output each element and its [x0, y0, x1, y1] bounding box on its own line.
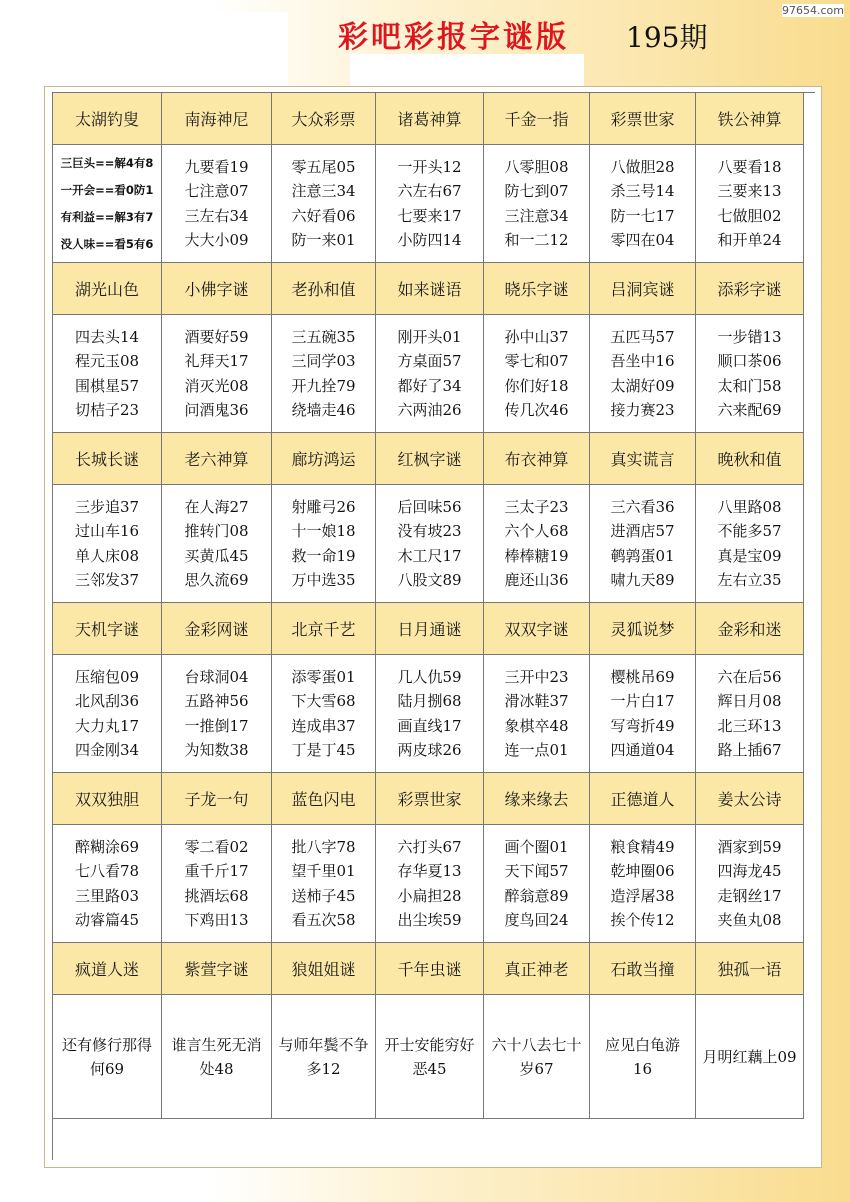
- prediction-cell: [590, 315, 696, 433]
- prediction-lines: [610, 665, 674, 763]
- prediction-cell: [162, 145, 272, 263]
- prediction-cell: [53, 825, 162, 943]
- prediction-line: 七做胆02: [717, 206, 782, 225]
- column-header: 大众彩票: [272, 93, 376, 145]
- prediction-cell: [484, 825, 590, 943]
- column-header: 老六神算: [162, 433, 272, 485]
- column-header: 姜太公诗: [696, 773, 804, 825]
- prediction-line: 下大雪68: [291, 692, 356, 710]
- prediction-line: 顺口茶06: [717, 352, 782, 370]
- prediction-line: 三邻发37: [74, 571, 140, 589]
- prediction-line: 绕墙走46: [291, 401, 356, 419]
- prediction-line: 三步追37: [74, 497, 140, 516]
- prediction-cell: [696, 655, 804, 773]
- prediction-line: 北风刮36: [74, 692, 140, 710]
- prediction-cell: [53, 655, 162, 773]
- prediction-line: 批八字78: [291, 837, 356, 856]
- column-header: 千年虫谜: [376, 943, 484, 995]
- column-header: 蓝色闪电: [272, 773, 376, 825]
- prediction-line: 添零蛋01: [291, 667, 356, 686]
- prediction-cell: [696, 485, 804, 603]
- prediction-line: 后回味56: [397, 497, 462, 516]
- prediction-line: 和一二12: [504, 231, 569, 249]
- prediction-line: 接力赛23: [610, 401, 675, 419]
- prediction-lines: [75, 325, 139, 423]
- prediction-line: 万中选35: [291, 571, 356, 589]
- prediction-cell: [162, 825, 272, 943]
- column-header: 紫萱字谜: [162, 943, 272, 995]
- prediction-lines: [717, 835, 781, 933]
- column-header: 晚秋和值: [696, 433, 804, 485]
- prediction-line: 陆月捌68: [397, 692, 462, 710]
- prediction-line: 救一命19: [291, 546, 356, 565]
- prediction-cell: [484, 145, 590, 263]
- prediction-cell: [53, 145, 162, 263]
- prediction-cell: [590, 485, 696, 603]
- prediction-line: 重千斤17: [184, 862, 249, 880]
- prediction-line: 吾坐中16: [610, 352, 675, 370]
- prediction-cell: [696, 145, 804, 263]
- page-title: 彩吧彩报字谜版: [338, 20, 569, 55]
- prediction-line: 三巨头==解4有8: [60, 155, 154, 170]
- prediction-cell: [272, 995, 376, 1119]
- prediction-line: 孙中山37: [504, 327, 569, 346]
- prediction-lines: [75, 665, 139, 763]
- prediction-line: 酒要好59: [184, 327, 249, 346]
- prediction-line: 两皮球26: [397, 741, 462, 759]
- prediction-line: 七八看78: [74, 862, 140, 880]
- column-header: 如来谜语: [376, 263, 484, 315]
- prediction-lines: [184, 155, 248, 253]
- prediction-verse: 谁言生死无消处48: [171, 1035, 262, 1078]
- column-header: 老孙和值: [272, 263, 376, 315]
- prediction-line: 送柿子45: [291, 886, 356, 905]
- column-header: 真正神老: [484, 943, 590, 995]
- prediction-lines: [397, 665, 461, 763]
- prediction-cell: [590, 825, 696, 943]
- prediction-lines: [291, 665, 355, 763]
- prediction-line: 没人味==看5有6: [60, 236, 154, 251]
- prediction-line: 大力丸17: [74, 716, 140, 735]
- prediction-line: 传几次46: [504, 401, 569, 419]
- prediction-line: 三同学03: [291, 352, 356, 370]
- prediction-line: 乾坤圈06: [610, 862, 675, 880]
- prediction-line: 太湖好09: [610, 376, 675, 395]
- prediction-line: 造浮屠38: [610, 886, 675, 905]
- prediction-line: 四海龙45: [717, 862, 782, 880]
- prediction-lines: [75, 835, 139, 933]
- prediction-lines: [291, 325, 355, 423]
- prediction-line: 出尘埃59: [397, 911, 462, 929]
- prediction-line: 滑冰鞋37: [504, 692, 569, 710]
- prediction-lines: [184, 495, 248, 593]
- prediction-lines: [717, 155, 781, 253]
- prediction-lines: [610, 835, 674, 933]
- prediction-line: 三左右34: [184, 206, 249, 225]
- prediction-line: 五匹马57: [610, 327, 675, 346]
- prediction-lines: [504, 495, 568, 593]
- prediction-line: 射雕弓26: [291, 497, 356, 516]
- prediction-line: 台球洞04: [184, 667, 249, 686]
- column-header: 北京千艺: [272, 603, 376, 655]
- prediction-lines: [184, 325, 248, 423]
- prediction-line: 围棋星57: [74, 376, 140, 395]
- prediction-cell: [376, 995, 484, 1119]
- prediction-line: 方桌面57: [397, 352, 462, 370]
- header-blank-center: [350, 54, 584, 86]
- prediction-line: 六个人68: [504, 522, 569, 540]
- prediction-line: 六在后56: [717, 667, 782, 686]
- prediction-lines: [61, 150, 154, 258]
- prediction-lines: [397, 325, 461, 423]
- prediction-line: 一开会==看0防1: [60, 182, 154, 197]
- site-watermark: 97654.com: [782, 4, 844, 17]
- prediction-line: 一开头12: [397, 157, 462, 176]
- prediction-line: 三开中23: [504, 667, 569, 686]
- column-header: 彩票世家: [590, 93, 696, 145]
- prediction-line: 六打头67: [397, 837, 462, 856]
- prediction-line: 零七和07: [504, 352, 569, 370]
- prediction-line: 三里路03: [74, 886, 140, 905]
- prediction-cell: [376, 825, 484, 943]
- prediction-line: 刚开头01: [397, 327, 462, 346]
- prediction-cell: [376, 315, 484, 433]
- prediction-line: 大大小09: [184, 231, 249, 249]
- prediction-line: 醉糊涂69: [74, 837, 140, 856]
- prediction-line: 七要来17: [397, 206, 462, 225]
- column-header: 红枫字谜: [376, 433, 484, 485]
- prediction-line: 酒家到59: [717, 837, 782, 856]
- prediction-line: 问酒鬼36: [184, 401, 249, 419]
- prediction-line: 单人床08: [74, 546, 140, 565]
- prediction-line: 太和门58: [717, 376, 782, 395]
- column-header: 双双独胆: [53, 773, 162, 825]
- prediction-lines: [184, 665, 248, 763]
- prediction-line: 六左右67: [397, 182, 462, 200]
- prediction-line: 防一七17: [610, 206, 675, 225]
- column-header: 疯道人迷: [53, 943, 162, 995]
- prediction-cell: [484, 315, 590, 433]
- column-header: 诸葛神算: [376, 93, 484, 145]
- prediction-lines: [504, 155, 568, 253]
- prediction-line: 六两油26: [397, 401, 462, 419]
- prediction-line: 一步错13: [717, 327, 782, 346]
- prediction-line: 象棋卒48: [504, 716, 569, 735]
- prediction-line: 过山车16: [74, 522, 140, 540]
- prediction-line: 三要来13: [717, 182, 782, 200]
- prediction-cell: [162, 655, 272, 773]
- prediction-lines: [397, 835, 461, 933]
- prediction-line: 三六看36: [610, 497, 675, 516]
- column-header: 金彩和迷: [696, 603, 804, 655]
- prediction-line: 鹌鹑蛋01: [610, 546, 675, 565]
- prediction-line: 一推倒17: [184, 716, 249, 735]
- prediction-line: 看五次58: [291, 911, 356, 929]
- prediction-line: 十一娘18: [291, 522, 356, 540]
- prediction-cell: [272, 315, 376, 433]
- prediction-line: 程元玉08: [74, 352, 140, 370]
- prediction-cell: [162, 485, 272, 603]
- prediction-lines: [610, 495, 674, 593]
- prediction-cell: [376, 485, 484, 603]
- prediction-line: 零五尾05: [291, 157, 356, 176]
- prediction-line: 挑酒坛68: [184, 886, 249, 905]
- column-header: 金彩网谜: [162, 603, 272, 655]
- column-header: 子龙一句: [162, 773, 272, 825]
- prediction-lines: [610, 155, 674, 253]
- column-header: 缘来缘去: [484, 773, 590, 825]
- column-header: 布衣神算: [484, 433, 590, 485]
- prediction-line: 粮食精49: [610, 837, 675, 856]
- prediction-line: 画直线17: [397, 716, 462, 735]
- prediction-line: 思久流69: [184, 571, 249, 589]
- prediction-line: 几人仇59: [397, 667, 462, 686]
- prediction-lines: [75, 495, 139, 593]
- prediction-line: 下鸡田13: [184, 911, 249, 929]
- prediction-cell: [376, 145, 484, 263]
- prediction-cell: [272, 145, 376, 263]
- prediction-line: 丁是丁45: [291, 741, 356, 759]
- prediction-line: 鹿还山36: [504, 571, 569, 589]
- prediction-cell: [696, 995, 804, 1119]
- prediction-cell: [696, 315, 804, 433]
- prediction-line: 一片白17: [610, 692, 675, 710]
- column-header: 湖光山色: [53, 263, 162, 315]
- column-header: 廊坊鸿运: [272, 433, 376, 485]
- riddle-board: [44, 86, 822, 1168]
- prediction-line: 棒棒糖19: [504, 546, 569, 565]
- prediction-line: 八股文89: [397, 571, 462, 589]
- prediction-line: 六来配69: [717, 401, 782, 419]
- prediction-line: 杀三号14: [610, 182, 675, 200]
- prediction-line: 压缩包09: [74, 667, 140, 686]
- prediction-line: 零二看02: [184, 837, 249, 856]
- prediction-line: 樱桃吊69: [610, 667, 675, 686]
- column-header: 千金一指: [484, 93, 590, 145]
- prediction-cell: [272, 825, 376, 943]
- prediction-cell: [590, 995, 696, 1119]
- prediction-line: 五路神56: [184, 692, 249, 710]
- prediction-line: 进酒店57: [610, 522, 675, 540]
- prediction-line: 真是宝09: [717, 546, 782, 565]
- prediction-verse: 月明红藕上09: [702, 1047, 797, 1066]
- prediction-cell: [53, 485, 162, 603]
- prediction-line: 连成串37: [291, 716, 356, 735]
- prediction-line: 六好看06: [291, 206, 356, 225]
- prediction-line: 九要看19: [184, 157, 249, 176]
- prediction-line: 画个圈01: [504, 837, 569, 856]
- prediction-line: 醉翁意89: [504, 886, 569, 905]
- prediction-line: 四通道04: [610, 741, 675, 759]
- prediction-line: 都好了34: [397, 376, 462, 395]
- prediction-cell: [590, 655, 696, 773]
- prediction-line: 三太子23: [504, 497, 569, 516]
- column-header: 石敢当撞: [590, 943, 696, 995]
- riddle-grid: [52, 92, 815, 1160]
- prediction-line: 防七到07: [504, 182, 569, 200]
- prediction-line: 天下闻57: [504, 862, 569, 880]
- column-header: 日月通谜: [376, 603, 484, 655]
- prediction-lines: [717, 665, 781, 763]
- prediction-cell: [484, 995, 590, 1119]
- prediction-line: 望千里01: [291, 862, 356, 880]
- column-header: 天机字谜: [53, 603, 162, 655]
- prediction-lines: [504, 325, 568, 423]
- prediction-line: 四去头14: [74, 327, 140, 346]
- prediction-cell: [376, 655, 484, 773]
- column-header: 吕洞宾谜: [590, 263, 696, 315]
- prediction-line: 辉日月08: [717, 692, 782, 710]
- column-header: 添彩字谜: [696, 263, 804, 315]
- prediction-line: 挨个传12: [610, 911, 675, 929]
- prediction-verse: 还有修行那得何69: [61, 1035, 152, 1078]
- prediction-line: 切桔子23: [74, 401, 140, 419]
- prediction-line: 为知数38: [184, 741, 249, 759]
- column-header: 狼姐姐谜: [272, 943, 376, 995]
- column-header: 正德道人: [590, 773, 696, 825]
- prediction-lines: [504, 835, 568, 933]
- prediction-lines: [504, 665, 568, 763]
- prediction-cell: [484, 485, 590, 603]
- prediction-line: 在人海27: [184, 497, 249, 516]
- prediction-line: 路上插67: [717, 741, 782, 759]
- prediction-line: 买黄瓜45: [184, 546, 249, 565]
- column-header: 南海神尼: [162, 93, 272, 145]
- prediction-line: 八里路08: [717, 497, 782, 516]
- column-header: 独孤一语: [696, 943, 804, 995]
- prediction-verse: 与师年鬓不争多12: [278, 1035, 369, 1078]
- prediction-cell: [53, 995, 162, 1119]
- prediction-line: 啸九天89: [610, 571, 675, 589]
- prediction-line: 连一点01: [504, 741, 569, 759]
- column-header: 晓乐字谜: [484, 263, 590, 315]
- prediction-cell: [484, 655, 590, 773]
- prediction-line: 度鸟回24: [504, 911, 569, 929]
- prediction-lines: [184, 835, 248, 933]
- column-header: 彩票世家: [376, 773, 484, 825]
- prediction-line: 左右立35: [717, 571, 782, 589]
- prediction-line: 和开单24: [717, 231, 782, 249]
- prediction-cell: [272, 485, 376, 603]
- prediction-lines: [397, 495, 461, 593]
- prediction-line: 小防四14: [397, 231, 462, 249]
- column-header: 小佛字谜: [162, 263, 272, 315]
- prediction-line: 不能多57: [717, 522, 782, 540]
- prediction-verse: 应见白龟游16: [604, 1035, 680, 1078]
- prediction-line: 防一来01: [291, 231, 356, 249]
- column-header: 铁公神算: [696, 93, 804, 145]
- prediction-line: 你们好18: [504, 376, 569, 395]
- prediction-line: 推转门08: [184, 522, 249, 540]
- prediction-line: 木工尺17: [397, 546, 462, 565]
- prediction-line: 礼拜天17: [184, 352, 249, 370]
- prediction-lines: [291, 495, 355, 593]
- prediction-line: 八零胆08: [504, 157, 569, 176]
- prediction-cell: [162, 315, 272, 433]
- prediction-line: 有利益==解3有7: [60, 209, 154, 224]
- prediction-cell: [590, 145, 696, 263]
- prediction-cell: [696, 825, 804, 943]
- prediction-cell: [162, 995, 272, 1119]
- prediction-lines: [291, 835, 355, 933]
- prediction-line: 八做胆28: [610, 157, 675, 176]
- prediction-lines: [717, 325, 781, 423]
- prediction-verse: 六十八去七十岁67: [491, 1035, 582, 1078]
- column-header: 真实谎言: [590, 433, 696, 485]
- prediction-line: 四金刚34: [74, 741, 140, 759]
- prediction-line: 三五碗35: [291, 327, 356, 346]
- prediction-line: 消灭光08: [184, 376, 249, 395]
- prediction-lines: [397, 155, 461, 253]
- column-header: 太湖钓叟: [53, 93, 162, 145]
- prediction-line: 开九拴79: [291, 376, 356, 395]
- prediction-line: 写弯折49: [610, 716, 675, 735]
- prediction-cell: [272, 655, 376, 773]
- prediction-line: 存华夏13: [397, 862, 462, 880]
- prediction-line: 动睿篇45: [74, 911, 140, 929]
- column-header: 双双字谜: [484, 603, 590, 655]
- prediction-line: 零四在04: [610, 231, 675, 249]
- prediction-line: 北三环13: [717, 716, 782, 735]
- column-header: 长城长谜: [53, 433, 162, 485]
- prediction-line: 注意三34: [291, 182, 356, 200]
- prediction-line: 走钢丝17: [717, 886, 782, 905]
- prediction-lines: [291, 155, 355, 253]
- column-header: 灵狐说梦: [590, 603, 696, 655]
- prediction-line: 八要看18: [717, 157, 782, 176]
- prediction-lines: [610, 325, 674, 423]
- prediction-line: 小扁担28: [397, 886, 462, 905]
- prediction-line: 没有坡23: [397, 522, 462, 540]
- prediction-lines: [717, 495, 781, 593]
- prediction-line: 七注意07: [184, 182, 249, 200]
- prediction-verse: 开士安能穷好恶45: [384, 1035, 475, 1078]
- header-blank-left: [26, 12, 288, 86]
- prediction-line: 夹鱼丸08: [717, 911, 782, 929]
- issue-number: 195期: [626, 21, 708, 54]
- prediction-line: 三注意34: [504, 206, 569, 225]
- prediction-cell: [53, 315, 162, 433]
